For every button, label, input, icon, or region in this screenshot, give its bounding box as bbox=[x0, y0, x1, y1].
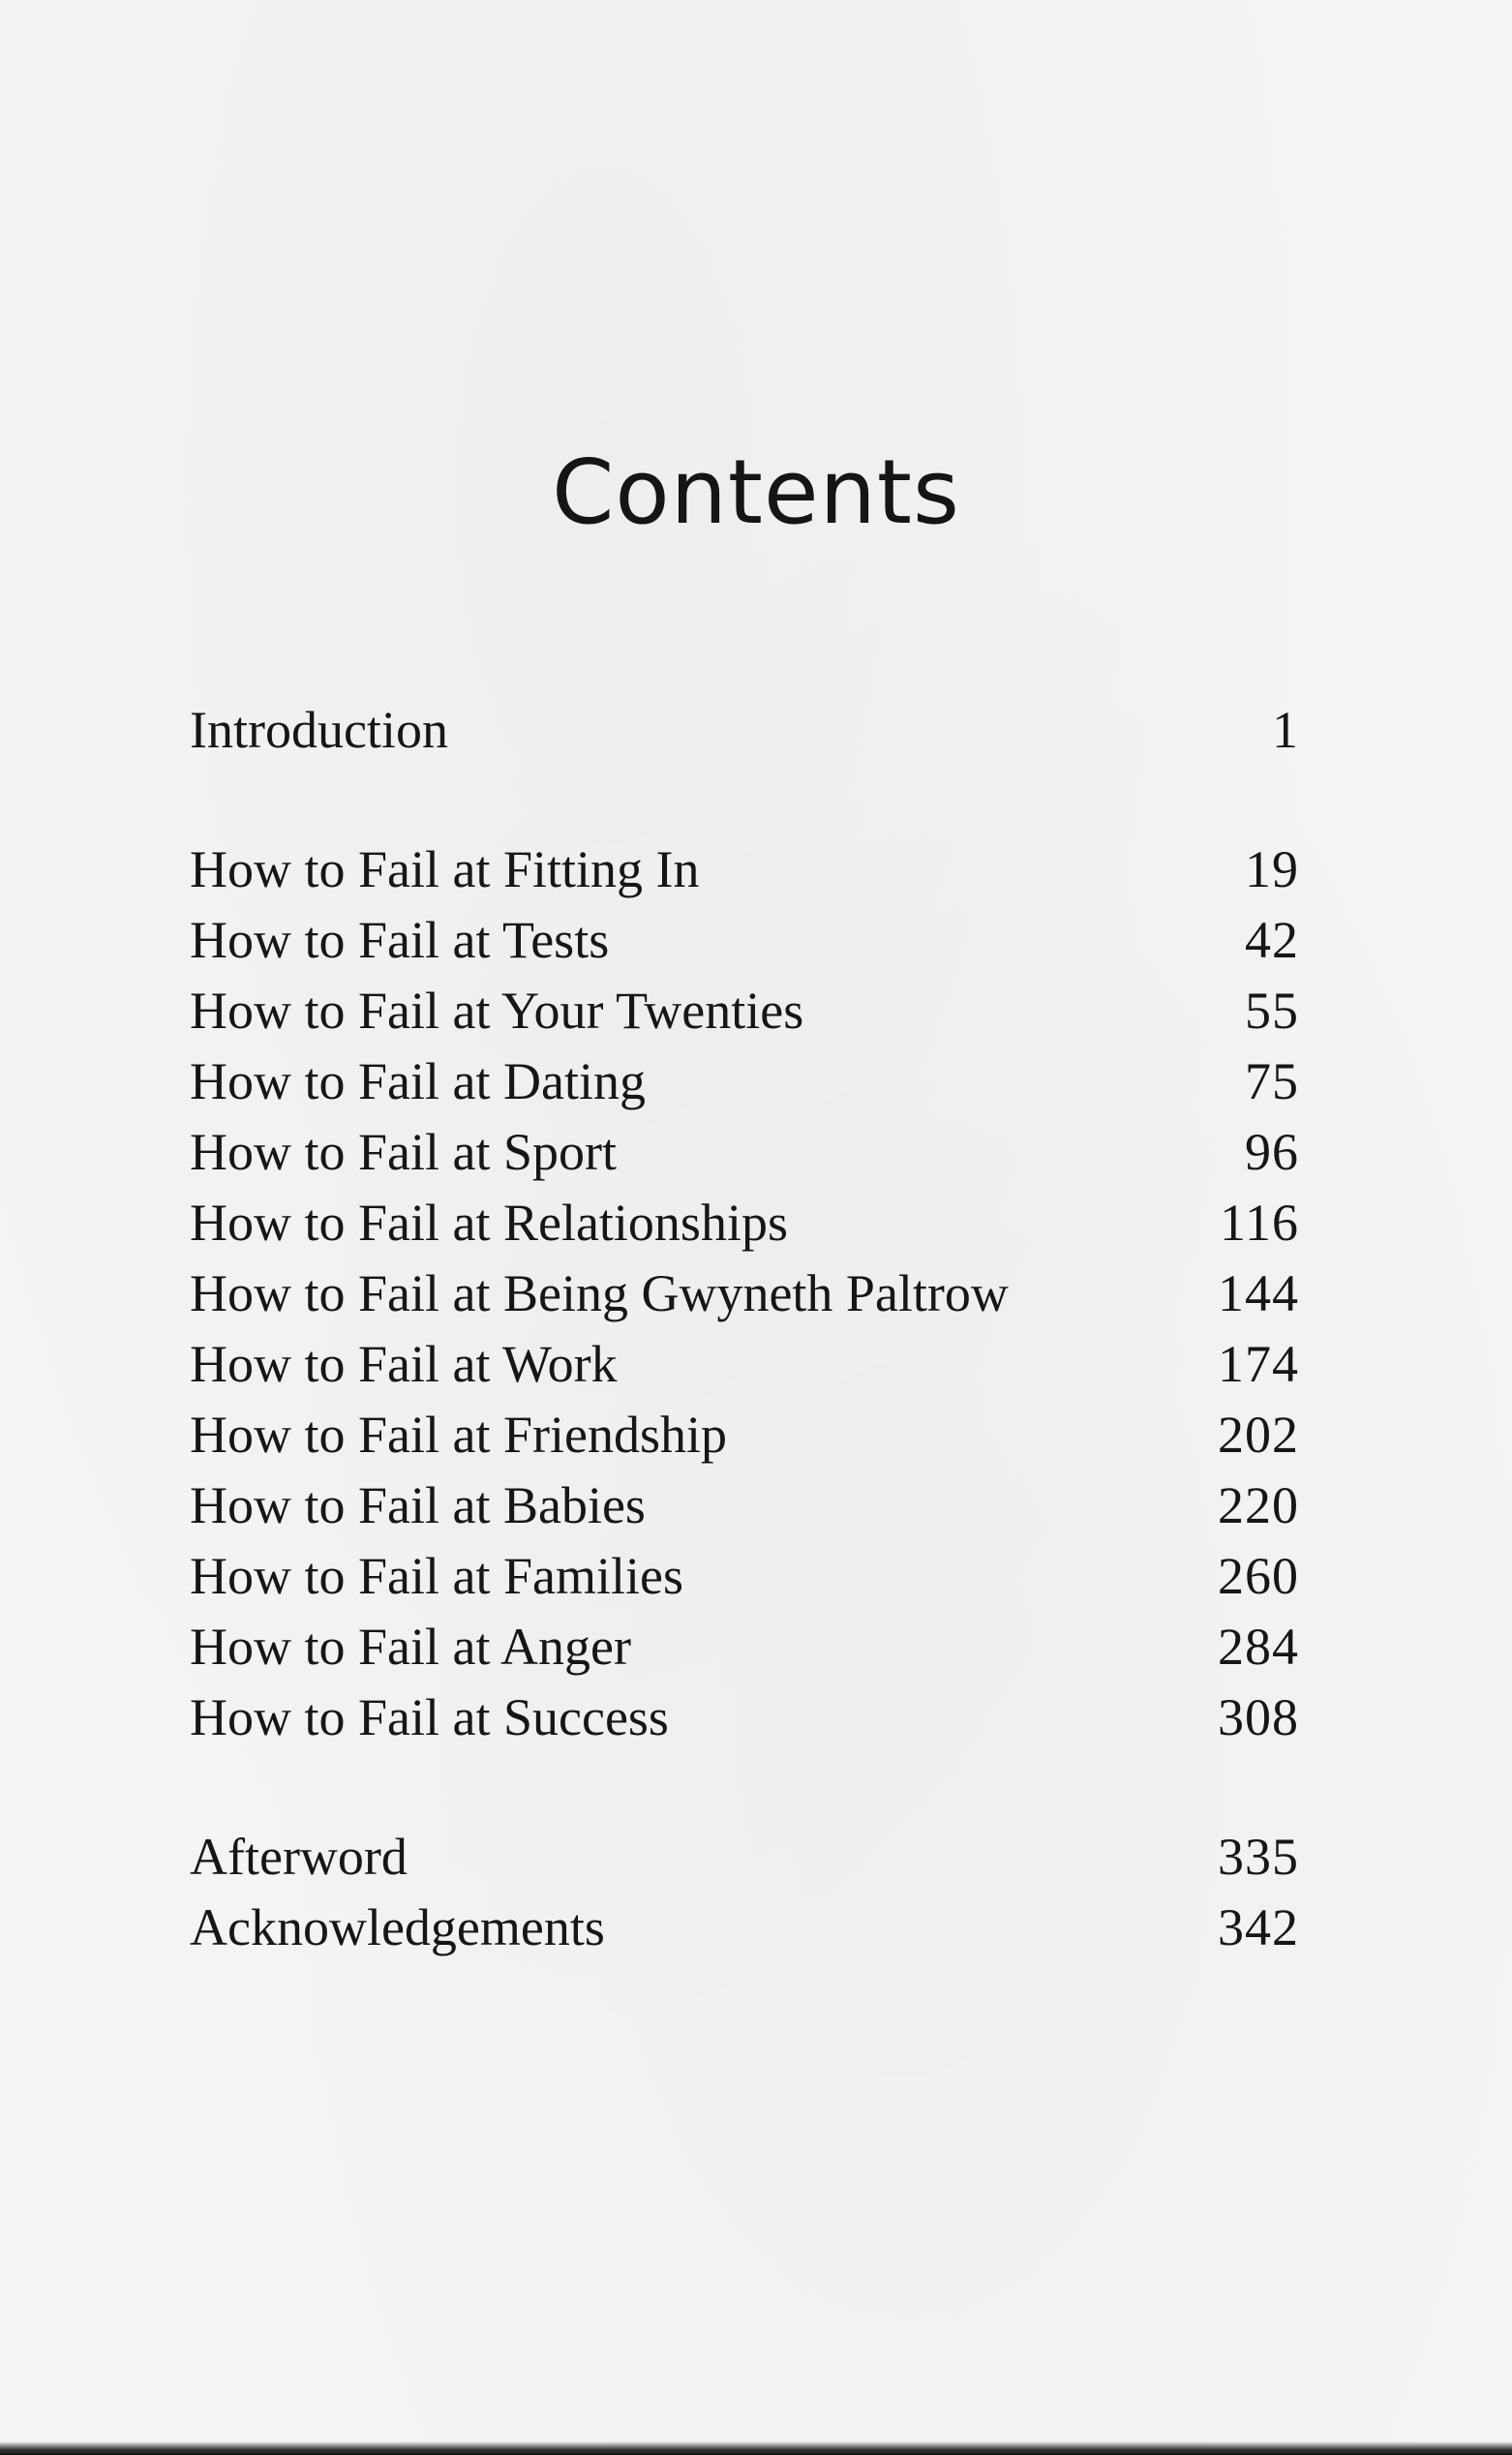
toc-entry[interactable] bbox=[190, 1470, 1299, 1541]
toc-entry[interactable] bbox=[190, 976, 1299, 1046]
toc-entry[interactable] bbox=[190, 695, 1299, 766]
toc-entry[interactable] bbox=[190, 1822, 1299, 1893]
toc-entry-page-number: 96 bbox=[1245, 1123, 1299, 1181]
toc-entry-title: Introduction bbox=[190, 701, 448, 759]
toc-entry-page-number: 19 bbox=[1245, 840, 1299, 898]
toc-entry[interactable] bbox=[190, 1541, 1299, 1612]
toc-entry-page-number: 260 bbox=[1218, 1547, 1299, 1605]
toc-entry[interactable] bbox=[190, 1893, 1299, 1963]
toc-entry-title: How to Fail at Dating bbox=[190, 1052, 646, 1110]
toc-entry[interactable] bbox=[190, 1188, 1299, 1258]
toc-entry-page-number: 116 bbox=[1220, 1194, 1299, 1252]
toc-entry-title: Afterword bbox=[190, 1828, 408, 1886]
toc-entry-title: How to Fail at Tests bbox=[190, 911, 610, 969]
toc-entry-page-number: 42 bbox=[1245, 911, 1299, 969]
toc-entry-title: How to Fail at Your Twenties bbox=[190, 982, 804, 1040]
toc-entry[interactable] bbox=[190, 1400, 1299, 1470]
toc-entry[interactable] bbox=[190, 1258, 1299, 1329]
scan-bottom-edge bbox=[0, 2441, 1512, 2455]
toc-group-spacer bbox=[190, 1753, 1299, 1822]
toc-entry-title: Acknowledgements bbox=[190, 1898, 605, 1956]
table-of-contents bbox=[190, 695, 1299, 1963]
toc-entry-title: How to Fail at Babies bbox=[190, 1476, 646, 1534]
toc-entry[interactable] bbox=[190, 834, 1299, 905]
toc-entry-title: How to Fail at Work bbox=[190, 1335, 618, 1393]
toc-entry-page-number: 220 bbox=[1218, 1476, 1299, 1534]
toc-entry-page-number: 202 bbox=[1218, 1406, 1299, 1464]
toc-entry-page-number: 75 bbox=[1245, 1052, 1299, 1110]
page-title: Contents bbox=[552, 440, 960, 544]
toc-entry[interactable] bbox=[190, 1329, 1299, 1400]
toc-entry-page-number: 284 bbox=[1218, 1618, 1299, 1676]
toc-entry[interactable] bbox=[190, 1612, 1299, 1682]
toc-entry-title: How to Fail at Families bbox=[190, 1547, 683, 1605]
toc-entry-title: How to Fail at Fitting In bbox=[190, 840, 700, 898]
toc-entry[interactable] bbox=[190, 905, 1299, 976]
toc-entry-page-number: 174 bbox=[1218, 1335, 1299, 1393]
toc-entry-title: How to Fail at Success bbox=[190, 1688, 669, 1746]
toc-entry-title: How to Fail at Friendship bbox=[190, 1406, 727, 1464]
toc-entry[interactable] bbox=[190, 1682, 1299, 1753]
toc-entry-page-number: 1 bbox=[1272, 701, 1299, 759]
toc-entry-page-number: 55 bbox=[1245, 982, 1299, 1040]
toc-group-spacer bbox=[190, 766, 1299, 834]
toc-entry[interactable] bbox=[190, 1046, 1299, 1117]
toc-entry-title: How to Fail at Sport bbox=[190, 1123, 617, 1181]
toc-entry-title: How to Fail at Anger bbox=[190, 1618, 631, 1676]
toc-entry-title: How to Fail at Relationships bbox=[190, 1194, 788, 1252]
toc-entry-page-number: 342 bbox=[1218, 1898, 1299, 1956]
toc-entry-page-number: 335 bbox=[1218, 1828, 1299, 1886]
toc-entry-page-number: 308 bbox=[1218, 1688, 1299, 1746]
toc-entry-title: How to Fail at Being Gwyneth Paltrow bbox=[190, 1264, 1009, 1322]
toc-entry-page-number: 144 bbox=[1218, 1264, 1299, 1322]
toc-entry[interactable] bbox=[190, 1117, 1299, 1188]
